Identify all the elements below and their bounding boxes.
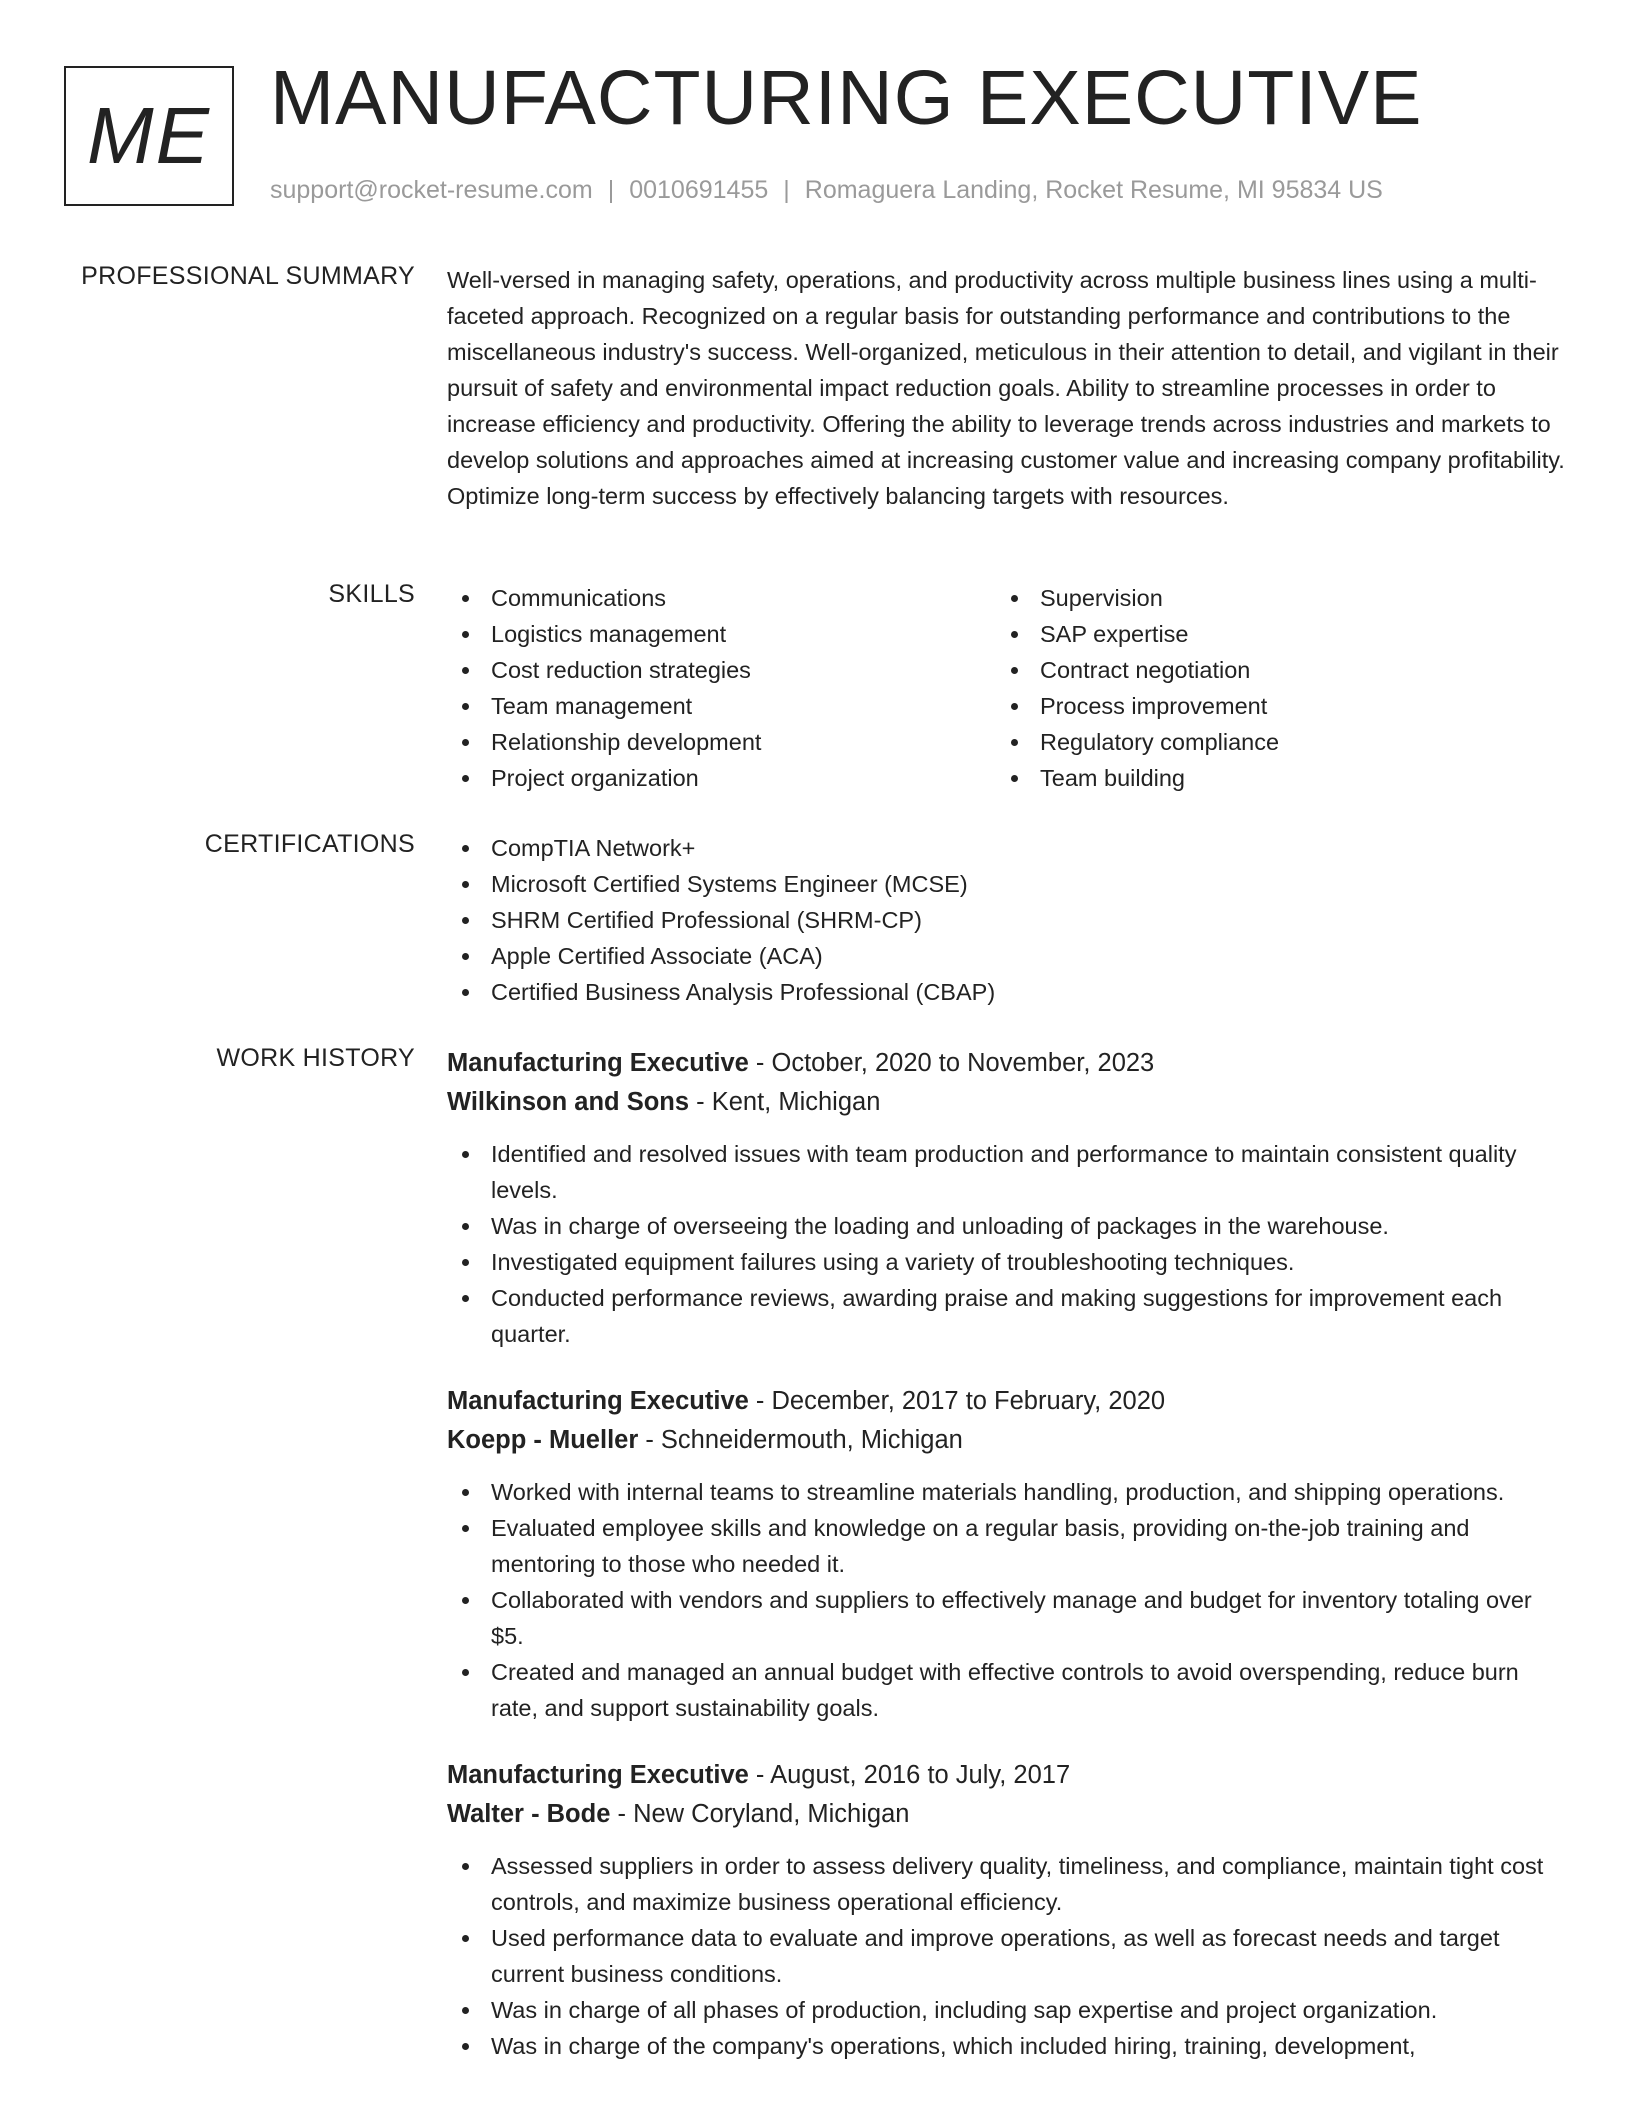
job-title: Manufacturing Executive bbox=[447, 1761, 749, 1789]
job-company-line bbox=[447, 1795, 1567, 1834]
monogram-badge bbox=[64, 66, 234, 206]
job-dates: - October, 2020 to November, 2023 bbox=[748, 1049, 1155, 1077]
job-title-line bbox=[447, 1044, 1567, 1083]
contact-separator: | bbox=[607, 176, 615, 204]
certifications-list bbox=[447, 830, 1567, 1010]
job-bullet: Was in charge of the company's operations, which included hiring, training, development, bbox=[447, 2028, 1567, 2064]
job-bullet: Conducted performance reviews, awarding praise and making suggestions for improvement each quarter. bbox=[447, 1280, 1567, 1352]
skills-list-left bbox=[447, 580, 996, 796]
job-bullet: Used performance data to evaluate and improve operations, as well as forecast needs and target current business conditions. bbox=[447, 1920, 1567, 1992]
skill-item: Logistics management bbox=[447, 616, 996, 652]
job-company-line bbox=[447, 1083, 1567, 1122]
job-dates: - August, 2016 to July, 2017 bbox=[748, 1761, 1071, 1789]
job-bullet: Identified and resolved issues with team production and performance to maintain consistent quality levels. bbox=[447, 1136, 1567, 1208]
job-title-line bbox=[447, 1382, 1567, 1421]
job-bullet: Was in charge of all phases of production, including sap expertise and project organization. bbox=[447, 1992, 1567, 2028]
job-entry bbox=[447, 1756, 1567, 2064]
contact-email: support@rocket-resume.com bbox=[270, 176, 593, 204]
skills-heading: SKILLS bbox=[328, 580, 415, 608]
job-bullets bbox=[447, 1136, 1567, 1352]
job-bullet: Worked with internal teams to streamline materials handling, production, and shipping operations. bbox=[447, 1474, 1567, 1510]
job-title-line bbox=[447, 1756, 1567, 1795]
certification-item: Certified Business Analysis Professional (CBAP) bbox=[447, 974, 1567, 1010]
job-location: - New Coryland, Michigan bbox=[610, 1800, 910, 1828]
job-bullet: Assessed suppliers in order to assess delivery quality, timeliness, and compliance, maintain tight cost controls, and maximize business operational efficiency. bbox=[447, 1848, 1567, 1920]
skills-list-right bbox=[996, 580, 1545, 796]
skill-item: SAP expertise bbox=[996, 616, 1545, 652]
skill-item: Project organization bbox=[447, 760, 996, 796]
summary-text: Well-versed in managing safety, operations, and productivity across multiple business lines using a multi-faceted approach. Recognized on a regular basis for outstanding performance and contributions to the miscellaneous industry's success. Well-organized, meticulous in their attention to detail, and vigilant in their pursuit of safety and environmental impact reduction goals. Ability to streamline processes in order to increase efficiency and productivity. Offering the ability to leverage trends across industries and markets to develop solutions and approaches aimed at increasing customer value and increasing company profitability. Optimize long-term success by effectively balancing targets with resources. bbox=[447, 267, 1565, 509]
job-title: Manufacturing Executive bbox=[447, 1387, 749, 1415]
job-bullets bbox=[447, 1474, 1567, 1726]
job-location: - Schneidermouth, Michigan bbox=[638, 1426, 963, 1454]
skill-item: Process improvement bbox=[996, 688, 1545, 724]
skill-item: Contract negotiation bbox=[996, 652, 1545, 688]
summary-heading: PROFESSIONAL SUMMARY bbox=[81, 262, 415, 290]
skill-item: Relationship development bbox=[447, 724, 996, 760]
job-bullets bbox=[447, 1848, 1567, 2064]
job-entry bbox=[447, 1044, 1567, 1352]
job-company-line bbox=[447, 1421, 1567, 1460]
job-company: Walter - Bode bbox=[447, 1800, 611, 1828]
monogram-text: ME bbox=[87, 91, 211, 180]
job-bullet: Evaluated employee skills and knowledge on a regular basis, providing on-the-job training and mentoring to those who needed it. bbox=[447, 1510, 1567, 1582]
job-title: Manufacturing Executive bbox=[447, 1049, 749, 1077]
job-entry bbox=[447, 1382, 1567, 1726]
job-dates: - December, 2017 to February, 2020 bbox=[748, 1387, 1166, 1415]
job-bullet: Was in charge of overseeing the loading and unloading of packages in the warehouse. bbox=[447, 1208, 1567, 1244]
resume-name: MANUFACTURING EXECUTIVE bbox=[270, 55, 1423, 141]
contact-address: Romaguera Landing, Rocket Resume, MI 95834 US bbox=[804, 176, 1383, 204]
contact-phone: 0010691455 bbox=[629, 176, 769, 204]
certifications-heading: CERTIFICATIONS bbox=[204, 830, 415, 858]
job-location: - Kent, Michigan bbox=[689, 1088, 881, 1116]
job-company: Koepp - Mueller bbox=[447, 1426, 639, 1454]
skills-grid bbox=[447, 580, 1567, 796]
skill-item: Team management bbox=[447, 688, 996, 724]
work-history-heading: WORK HISTORY bbox=[216, 1044, 415, 1072]
contact-separator: | bbox=[783, 176, 790, 204]
skill-item: Regulatory compliance bbox=[996, 724, 1545, 760]
certification-item: Microsoft Certified Systems Engineer (MCSE) bbox=[447, 866, 1567, 902]
skill-item: Communications bbox=[447, 580, 996, 616]
certification-item: Apple Certified Associate (ACA) bbox=[447, 938, 1567, 974]
job-company: Wilkinson and Sons bbox=[447, 1088, 690, 1116]
contact-line bbox=[270, 176, 1383, 205]
skill-item: Supervision bbox=[996, 580, 1545, 616]
job-bullet: Created and managed an annual budget with effective controls to avoid overspending, reduce burn rate, and support sustainability goals. bbox=[447, 1654, 1567, 1726]
skill-item: Team building bbox=[996, 760, 1545, 796]
job-bullet: Collaborated with vendors and suppliers to effectively manage and budget for inventory totaling over $5. bbox=[447, 1582, 1567, 1654]
job-bullet: Investigated equipment failures using a variety of troubleshooting techniques. bbox=[447, 1244, 1567, 1280]
skill-item: Cost reduction strategies bbox=[447, 652, 996, 688]
certification-item: CompTIA Network+ bbox=[447, 830, 1567, 866]
certification-item: SHRM Certified Professional (SHRM-CP) bbox=[447, 902, 1567, 938]
